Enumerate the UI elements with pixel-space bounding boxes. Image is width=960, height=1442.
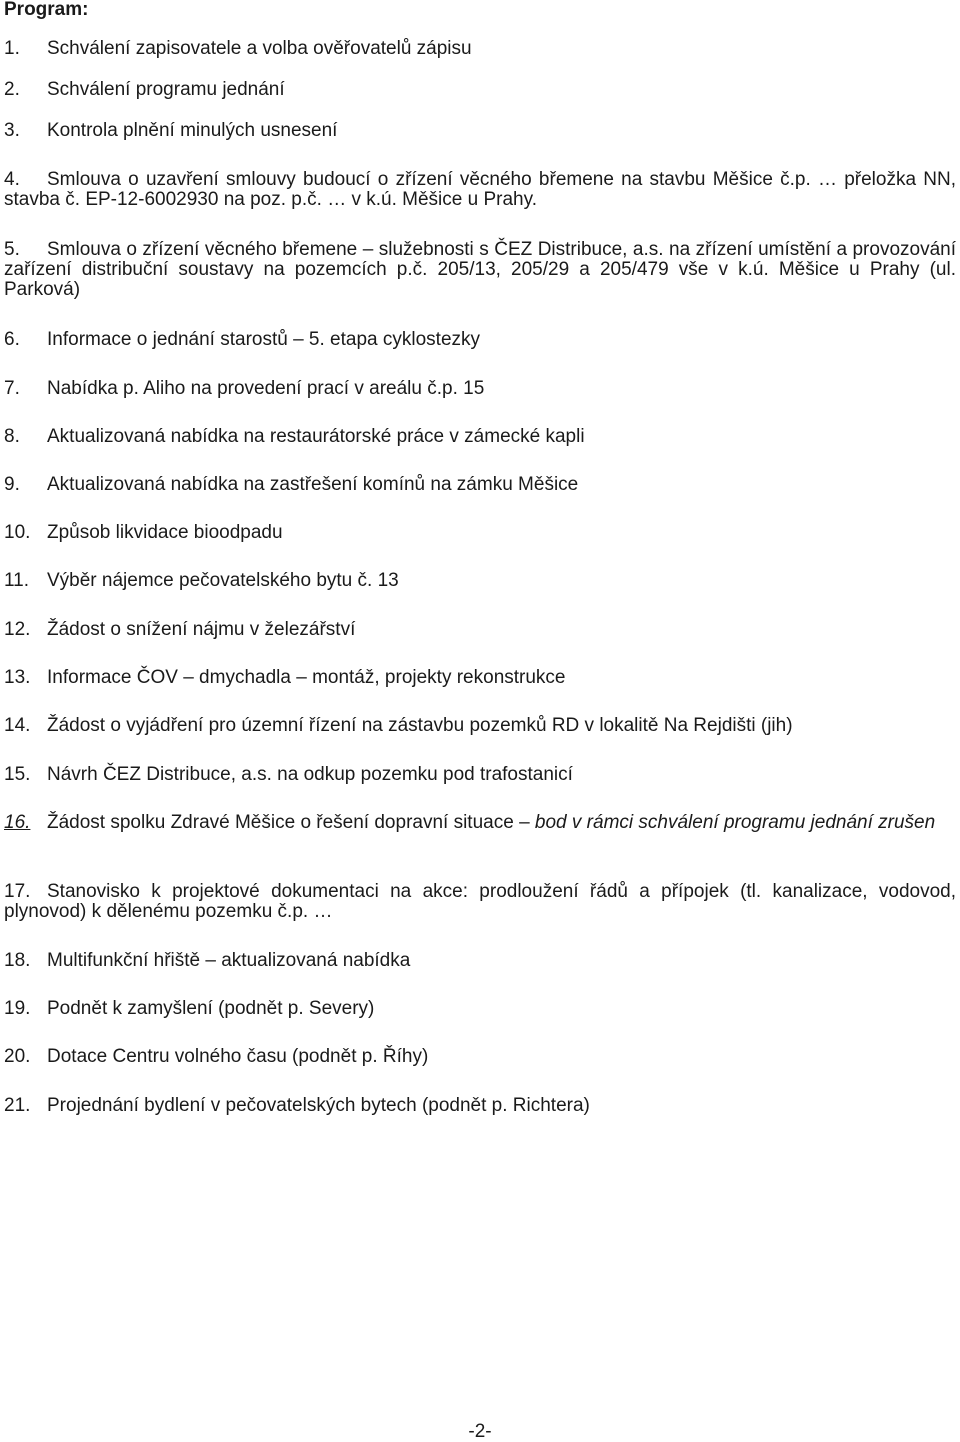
item-number: 3. [4,120,20,141]
item-note-italic: bod v rámci schválení programu jednání zrušen [534,812,936,833]
program-heading: Program: [4,0,89,20]
item-text: Návrh ČEZ Distribuce, a.s. na odkup pozemku pod trafostanicí [47,764,573,785]
agenda-item-1 [4,39,956,59]
agenda-item-10 [4,523,956,543]
agenda-item-12 [4,620,956,640]
agenda-item-4 [4,170,956,210]
item-text: Multifunkční hřiště – aktualizovaná nabídka [47,950,411,971]
item-number: 15. [4,764,31,785]
item-text: Nabídka p. Aliho na provedení prací v areálu č.p. 15 [47,378,485,399]
item-text: Dotace Centru volného času (podnět p. Říhy) [47,1046,429,1067]
item-text: Výběr nájemce pečovatelského bytu č. 13 [47,570,399,591]
item-text: Podnět k zamyšlení (podnět p. Severy) [47,998,375,1019]
item-number: 19. [4,998,31,1019]
item-text: Stanovisko k projektové dokumentaci na akce: prodloužení řádů a přípojek (tl. kanalizace, vodovod, plynovod) k dělenému pozemku č.p. … [4,881,956,922]
item-text: Způsob likvidace bioodpadu [47,522,283,543]
agenda-item-14 [4,716,956,736]
item-number: 8. [4,426,20,447]
item-text: Smlouva o zřízení věcného břemene – služebnosti s ČEZ Distribuce, a.s. na zřízení umístění a provozování zařízení distribuční soustavy na pozemcích p.č. 205/13, 205/29 a 205/479 vše v k.ú. Měšice u Prahy (ul. Parková) [4,239,956,300]
agenda-item-20 [4,1047,956,1067]
item-number: 9. [4,474,20,495]
item-number: 20. [4,1046,31,1067]
agenda-item-11 [4,571,956,591]
agenda-item-15 [4,765,956,785]
agenda-item-16 [4,813,956,833]
item-number: 21. [4,1095,31,1116]
item-number: 2. [4,79,20,100]
item-text: Smlouva o uzavření smlouvy budoucí o zřízení věcného břemene na stavbu Měšice č.p. … přeložka NN, stavba č. EP-12-6002930 na poz. p.č. … v k.ú. Měšice u Prahy. [4,169,956,210]
agenda-item-13 [4,668,956,688]
item-text: Žádost o vyjádření pro územní řízení na zástavbu pozemků RD v lokalitě Na Rejdišti (jih) [47,715,793,736]
item-text: Schválení programu jednání [47,79,285,100]
item-text: Žádost spolku Zdravé Měšice o řešení dopravní situace – [47,812,535,833]
item-text: Aktualizovaná nabídka na restaurátorské práce v zámecké kapli [47,426,585,447]
item-text: Informace o jednání starostů – 5. etapa cyklostezky [47,329,481,350]
agenda-item-2 [4,80,956,100]
item-number: 14. [4,715,31,736]
agenda-item-21 [4,1096,956,1116]
page-number: -2- [468,1421,492,1442]
item-number: 7. [4,378,20,399]
agenda-item-6 [4,330,956,350]
item-text: Schválení zapisovatele a volba ověřovatelů zápisu [47,38,472,59]
item-number: 12. [4,619,31,640]
item-text: Kontrola plnění minulých usnesení [47,120,338,141]
agenda-item-8 [4,427,956,447]
agenda-item-18 [4,951,956,971]
item-number: 18. [4,950,31,971]
agenda-item-19 [4,999,956,1019]
agenda-item-9 [4,475,956,495]
agenda-item-5 [4,240,956,300]
item-text: Žádost o snížení nájmu v železářství [47,619,356,640]
item-number: 6. [4,329,20,350]
item-number: 16. [4,812,31,833]
agenda-item-7 [4,379,956,399]
item-number: 11. [4,570,30,591]
item-text: Informace ČOV – dmychadla – montáž, projekty rekonstrukce [47,667,566,688]
item-number: 10. [4,522,31,543]
item-number: 5. [4,239,20,260]
item-number: 4. [4,169,20,190]
item-number: 13. [4,667,31,688]
item-text: Projednání bydlení v pečovatelských bytech (podnět p. Richtera) [47,1095,590,1116]
item-number: 17. [4,881,31,902]
item-text: Aktualizovaná nabídka na zastřešení komínů na zámku Měšice [47,474,579,495]
agenda-item-3 [4,121,956,141]
item-number: 1. [4,38,20,59]
agenda-item-17 [4,882,956,922]
